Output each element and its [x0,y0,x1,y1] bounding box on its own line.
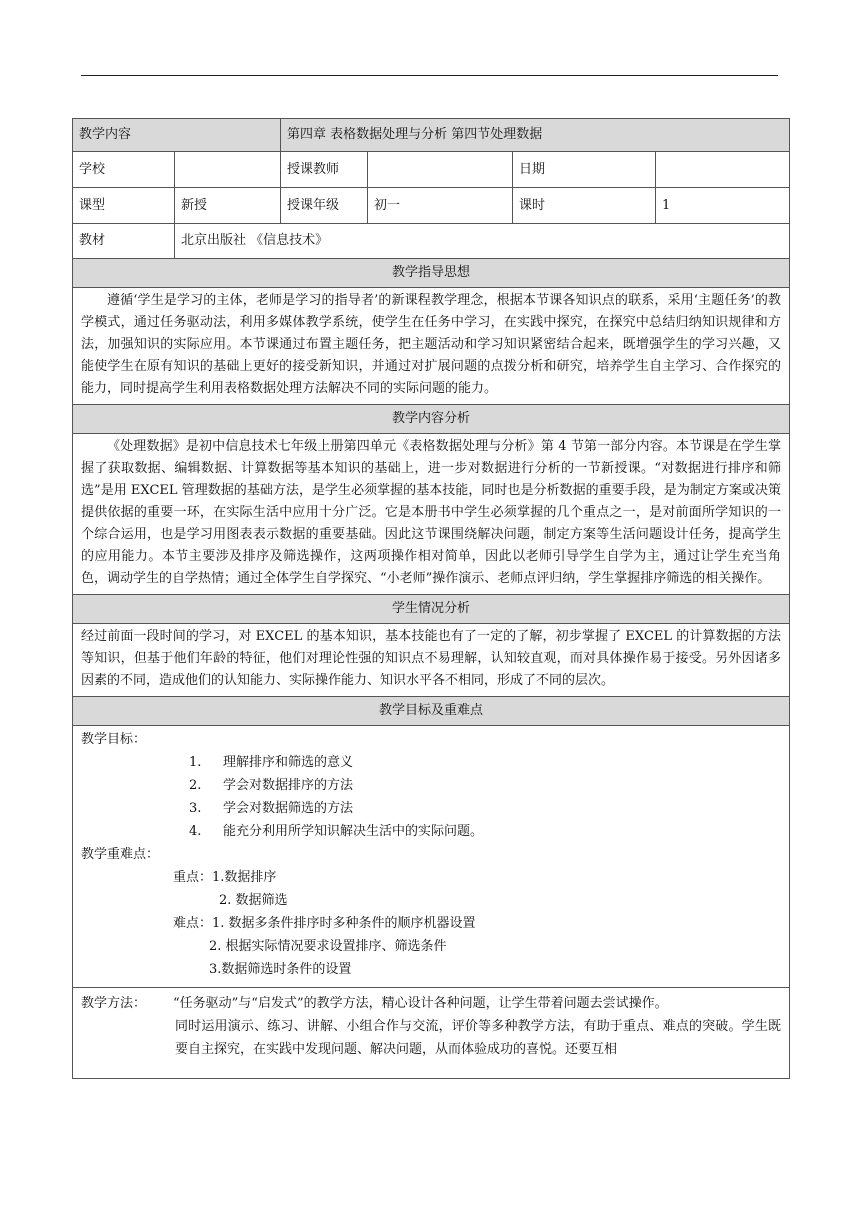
difficulty-item: 难点：1. 数据多条件排序时多种条件的顺序机器设置 [173,916,476,931]
header-rule [81,75,778,76]
method-label: 教学方法： [81,996,147,1011]
section-title-students: 学生情况分析 [73,595,790,624]
method-line-2: 同时运用演示、练习、讲解、小组合作与交流，评价等多种教学方法，有助于重点、难点的突破。学生既要自主探究，在实践中发现问题、解决问题，从而体验成功的喜悦。还要互相 [175,1019,782,1057]
goal-item [81,774,781,797]
guiding-text: 遵循‘学生是学习的主体，老师是学习的指导者’的新课程教学理念，根据本节课各知识点的联系，采用‘主题任务’的教学模式，通过任务驱动法，利用多媒体教学系统，使学生在任务中学习，在实践中探究，在探究中总结归纳知识规律和方法，加强知识的实际应用。本节课通过布置主题任务，把主题活动和学习知识紧密结合起来，既增强学生的学习兴趣，又能使学生在原有知识的基础上更好的接受新知识，并通过对扩展问题的点拨分析和研究，培养学生自主学习、合作探究的能力，同时提高学生利用表格数据处理方法解决不同的实际问题的能力。 [73,288,790,405]
keypoint-item: 重点：1.数据排序 [173,870,277,885]
keypoint-item: 2. 数据筛选 [219,893,288,908]
grade-value: 初一 [368,188,513,224]
goal-number: 3. [189,801,202,816]
content-value: 第四章 表格数据处理与分析 第四节处理数据 [281,119,790,152]
section-title-analysis: 教学内容分析 [73,405,790,434]
students-text: 经过前面一段时间的学习，对 EXCEL 的基本知识，基本技能也有了一定的了解，初步掌握了 EXCEL 的计算数据的方法等知识，但基于他们年龄的特征，他们对理论性强的知识点不易理解，认知较直观，而对具体操作易于接受。另外因诸多因素的不同，造成他们的认知能力、实际操作能力、知识水平各不相同，形成了不同的层次。 [73,624,790,697]
school-value [175,152,281,188]
goal-item [81,797,781,820]
method-cell [73,988,790,1079]
content-label: 教学内容 [73,119,281,152]
textbook-label: 教材 [73,224,175,259]
textbook-value: 北京出版社 《信息技术》 [175,224,790,259]
hours-label: 课时 [513,188,656,224]
goal-number: 1. [189,755,202,770]
difficulty-item: 3.数据筛选时条件的设置 [209,962,352,977]
teacher-label: 授课教师 [281,152,368,188]
analysis-text: 《处理数据》是初中信息技术七年级上册第四单元《表格数据处理与分析》第 4 节第一部分内容。本节课是在学生掌握了获取数据、编辑数据、计算数据等基本知识的基础上，进一步对数据进行分析的一节新授课。“对数据进行排序和筛选”是用 EXCEL 管理数据的基础方法，是学生必须掌握的基本技能，同时也是分析数据的重要手段，是为制定方案或决策提供依据的重要一环，在实际生活中应用十分广泛。它是本册书中学生必须掌握的几个重点之一，是对前面所学知识的一个综合运用，也是学习用图表表示数据的重要基础。因此这节课围绕解决问题，制定方案等生活问题设计任务，提高学生的应用能力。本节主要涉及排序及筛选操作，这两项操作相对简单，因此以老师引导学生自学为主，通过让学生充当角色，调动学生的自学热情；通过全体学生自学探究、“小老师”操作演示、老师点评归纳，学生掌握排序筛选的相关操作。 [73,434,790,595]
hours-value: 1 [656,188,790,224]
goal-number: 2. [189,778,202,793]
goal-text: 学会对数据筛选的方法 [223,801,354,816]
goal-item [81,820,781,843]
goal-item [81,751,781,774]
goal-number: 4. [189,824,202,839]
lesson-plan-table [72,118,790,1079]
difficulty-item: 2. 根据实际情况要求设置排序、筛选条件 [209,939,447,954]
goal-text: 理解排序和筛选的意义 [223,755,354,770]
school-label: 学校 [73,152,175,188]
goal-text: 能充分利用所学知识解决生活中的实际问题。 [223,824,484,839]
date-label: 日期 [513,152,656,188]
date-value [656,152,790,188]
goals-label: 教学目标： [81,732,147,747]
grade-label: 授课年级 [281,188,368,224]
goals-cell [73,726,790,988]
method-line-1: “任务驱动”与“启发式”的教学方法，精心设计各种问题，让学生带着问题去尝试操作。 [173,996,668,1011]
section-title-guiding: 教学指导思想 [73,259,790,288]
type-label: 课型 [73,188,175,224]
teacher-value [368,152,513,188]
lesson-plan [72,118,789,1079]
type-value: 新授 [175,188,281,224]
keypoints-label: 教学重难点： [81,847,160,862]
section-title-goals: 教学目标及重难点 [73,697,790,726]
goal-text: 学会对数据排序的方法 [223,778,354,793]
